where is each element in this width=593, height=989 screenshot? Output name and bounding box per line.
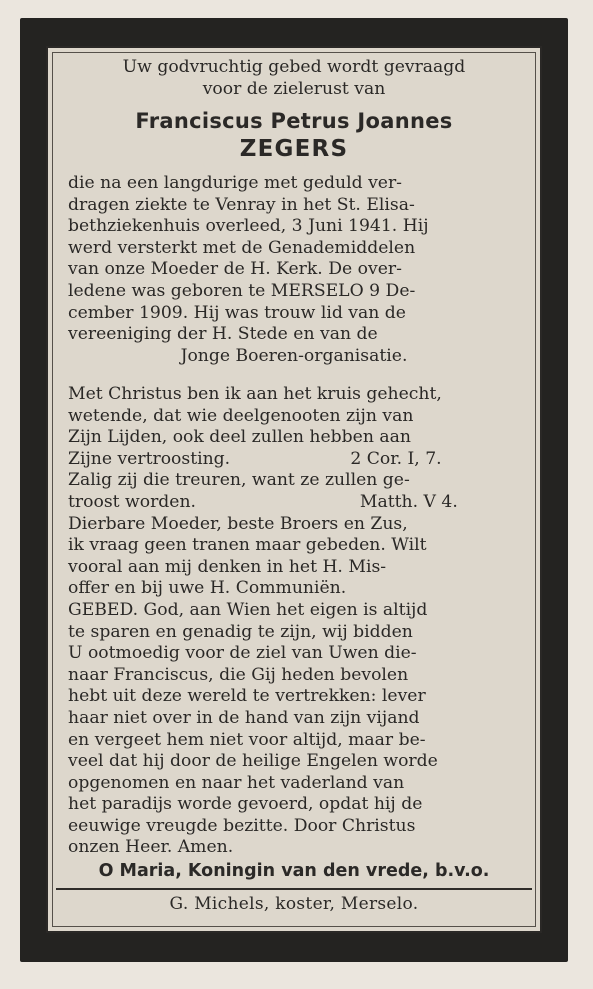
text-line: GEBED. God, aan Wien het eigen is altijd [68, 599, 428, 620]
bio-line: van onze Moeder de H. Kerk. De over- [68, 259, 402, 280]
text-line: U ootmoedig voor de ziel van Uwen die- [68, 643, 417, 664]
text-line: haar niet over in de hand van zijn vijand [68, 707, 420, 728]
intro-line: Uw godvruchtig gebed wordt gevraagd [122, 57, 466, 77]
text-line: opgenomen en naar het vaderland van [68, 772, 405, 793]
text-line: ik vraag geen tranen maar gebeden. Wilt [68, 535, 427, 556]
text-line: te sparen en genadig te zijn, wij bidden [68, 621, 413, 642]
text-line: hebt uit deze wereld te vertrekken: lever [68, 686, 426, 707]
text-line: vooral aan mij denken in het H. Mis- [68, 556, 387, 577]
text-line: veel dat hij door de heilige Engelen worde [68, 751, 438, 772]
bio-line: Jonge Boeren-organisatie. [180, 345, 408, 366]
bio-line: cember 1909. Hij was trouw lid van de [68, 302, 406, 323]
closing-invocation: O Maria, Koningin van den vrede, b.v.o. [98, 861, 490, 881]
bio-line: die na een langdurige met geduld ver- [68, 173, 402, 193]
printer-credit: G. Michels, koster, Merselo. [169, 894, 419, 914]
text-line: Zalig zij die treuren, want ze zullen ge- [68, 470, 410, 491]
bio-line: werd versterkt met de Genademiddelen [68, 237, 416, 258]
text-line: het paradijs worde gevoerd, opdat hij de [68, 794, 423, 815]
deceased-surname: ZEGERS [239, 136, 349, 162]
text-line: eeuwige vreugde bezitte. Door Christus [68, 815, 416, 836]
biography-text [68, 173, 520, 367]
text-line: Zijn Lijden, ook deel zullen hebben aan [68, 427, 411, 448]
text-line: Dierbare Moeder, beste Broers en Zus, [68, 513, 408, 534]
text-line: Met Christus ben ik aan het kruis gehecht, [68, 384, 442, 404]
intro-line: voor de zielerust van [202, 78, 386, 99]
bio-line: ledene was geboren te MERSELO 9 De- [68, 280, 416, 301]
text-line: onzen Heer. Amen. [68, 837, 234, 858]
text-line: naar Franciscus, die Gij heden bevolen [68, 664, 409, 685]
text-line: wetende, dat wie deelgenooten zijn van [68, 405, 414, 426]
bio-line: bethziekenhuis overleed, 3 Juni 1941. Hij [68, 216, 429, 237]
text-line: en vergeet hem niet voor altijd, maar be- [68, 729, 426, 750]
intro-text [68, 57, 520, 100]
text-line: offer en bij uwe H. Communiën. [68, 578, 347, 599]
bio-line: vereeniging der H. Stede en van de [68, 324, 378, 345]
bio-line: dragen ziekte te Venray in het St. Elisa- [68, 194, 415, 215]
text-line: troost worden. Matth. V 4. [68, 491, 458, 512]
deceased-first-names: Franciscus Petrus Joannes [135, 109, 453, 133]
text-line: Zijne vertroosting. 2 Cor. I, 7. [68, 448, 442, 469]
divider [56, 888, 532, 890]
prayer-text [68, 384, 520, 859]
